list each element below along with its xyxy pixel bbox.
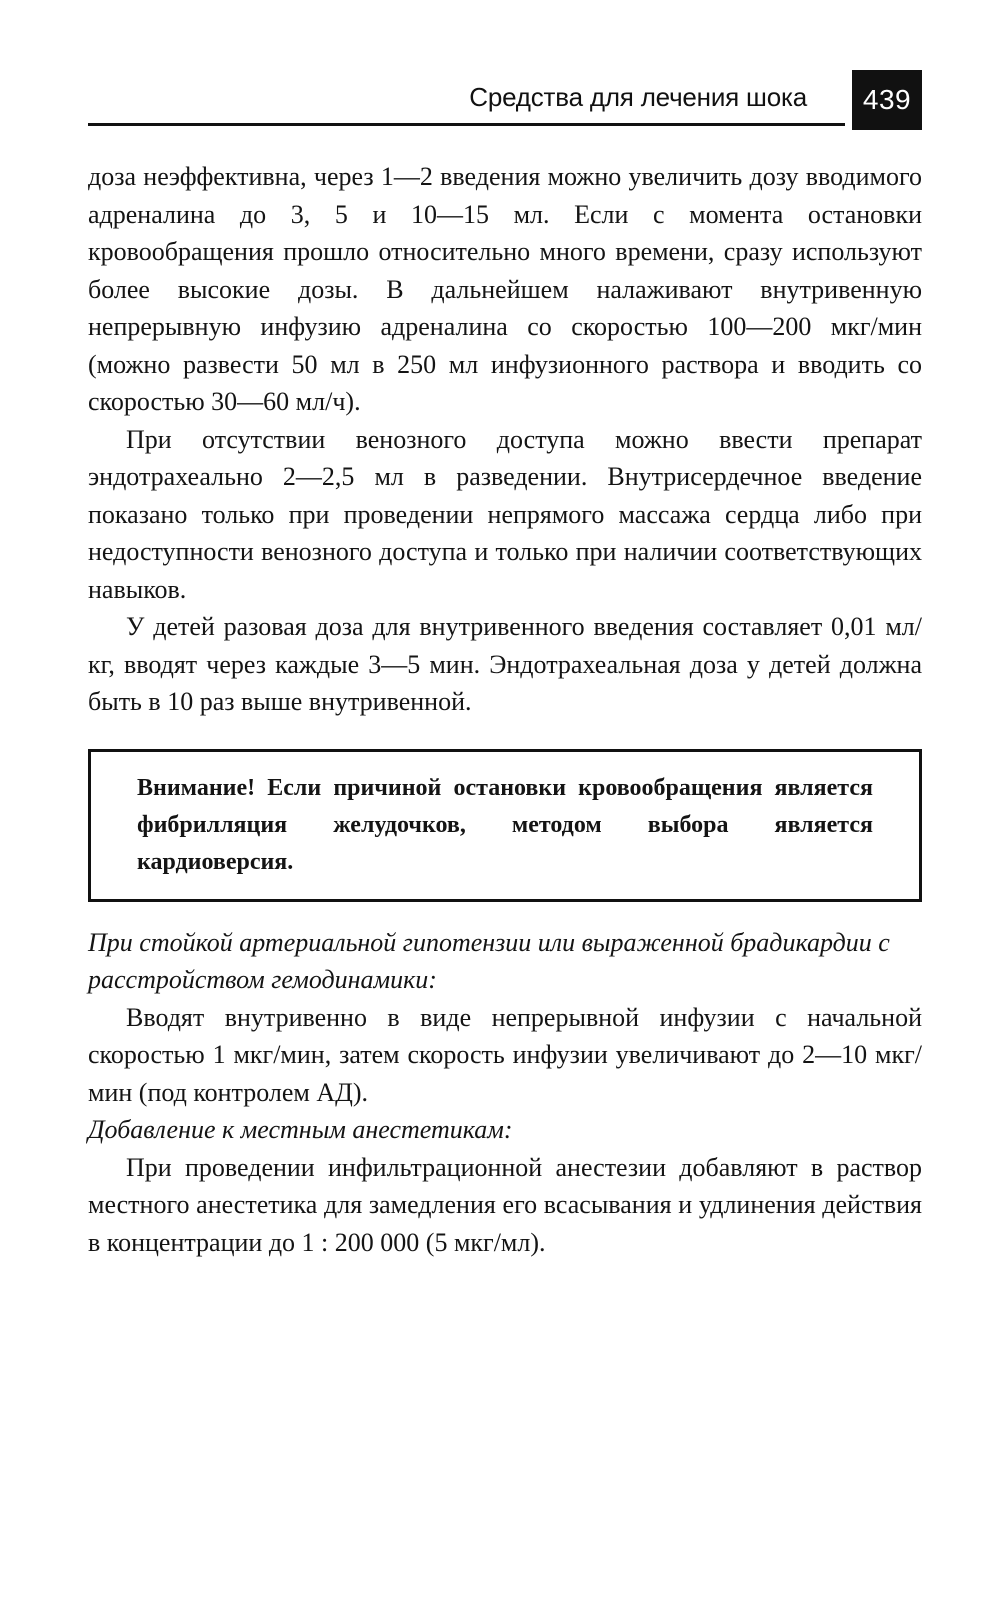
attention-box bbox=[88, 749, 922, 902]
header-rule bbox=[88, 123, 845, 126]
anesthetics-heading: Добавление к местным анестетикам: bbox=[88, 1115, 513, 1144]
body-text bbox=[88, 158, 922, 1261]
running-header bbox=[88, 68, 922, 128]
paragraph-dose-escalation: доза неэффективна, через 1—2 введения можно увеличить дозу вводимого адреналина до 3, 5 и 10—15 мл. Если с момента остановки кровообращения прошло относительно много времени, сразу используют более высокие дозы. В дальнейшем налаживают внутривенную непрерывную инфузию адреналина со скоростью 100—200 мкг/мин (можно развести 50 мл в 250 мл инфузионного раствора и вводить со скоростью 30—60 мл/ч). bbox=[88, 162, 922, 416]
attention-text: Внимание! Если причиной остановки кровообращения является фибрилляция желудочков, методом выбора является кардиоверсия. bbox=[137, 774, 873, 875]
anesthetics-paragraph: При проведении инфильтрационной анестезии добавляют в раствор местного анестетика для замедления его всасывания и удлинения действия в концентрации до 1 : 200 000 (5 мкг/мл). bbox=[88, 1152, 922, 1257]
hypotension-paragraph: Вводят внутривенно в виде непрерывной инфузии с начальной скоростью 1 мкг/мин, затем скорость инфузии увеличивают до 2—10 мкг/мин (под контролем АД). bbox=[88, 1002, 922, 1107]
chapter-title: Средства для лечения шока bbox=[469, 82, 807, 112]
book-page bbox=[88, 68, 922, 1261]
paragraph-children-dose: У детей разовая доза для внутривенного введения составляет 0,01 мл/кг, вводят через каждые 3—5 мин. Эндотрахеальная доза у детей должна быть в 10 раз выше внутривенной. bbox=[88, 612, 922, 716]
paragraph-endotracheal: При отсутствии венозного доступа можно ввести препарат эндотрахеально 2—2,5 мл в разведении. Внутрисердечное введение показано только при проведении непрямого массажа сердца либо при недоступности венозного доступа и только при наличии соответствующих навыков. bbox=[88, 424, 922, 604]
hypotension-heading: При стойкой артериальной гипотензии или выраженной брадикардии с расстройством гемодинамики: bbox=[88, 927, 890, 994]
page-number: 439 bbox=[852, 70, 922, 130]
